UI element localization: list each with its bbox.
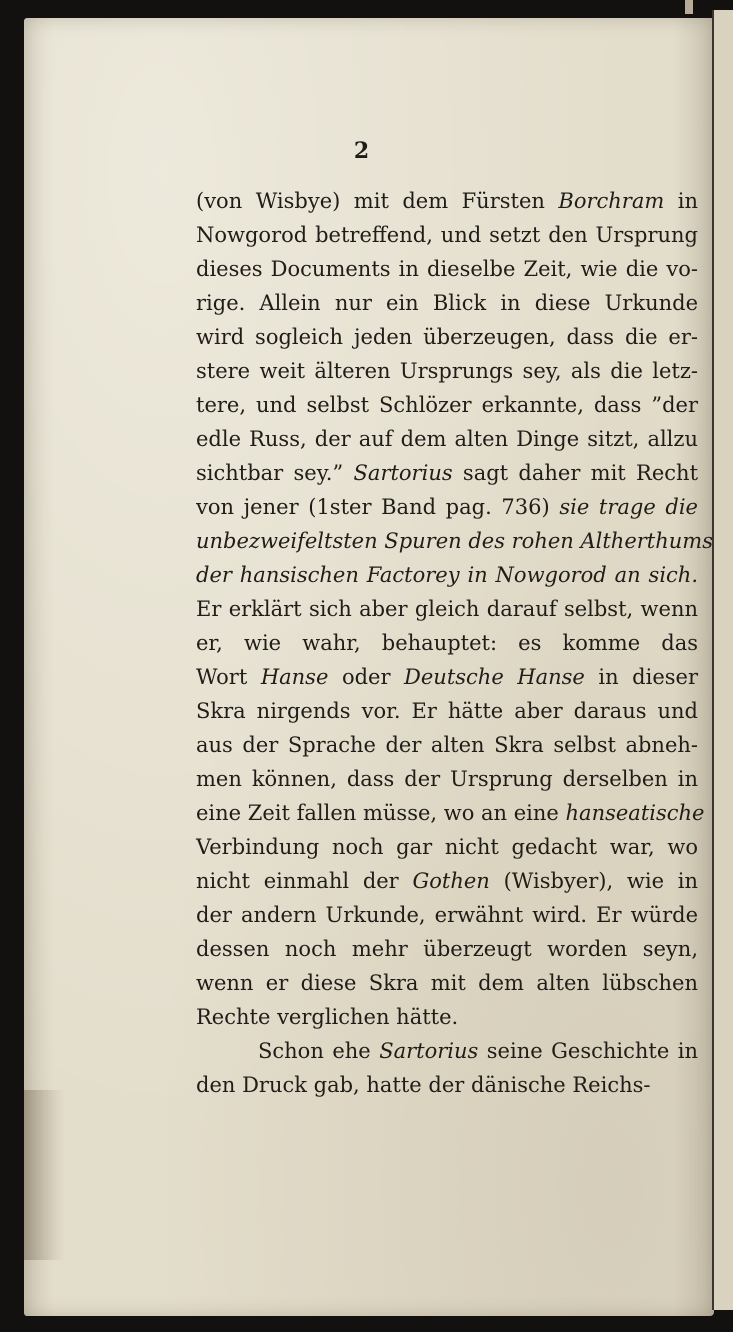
text-line [196,218,698,252]
text-run: (Wisbyer), wie in [489,869,698,893]
text-line [196,456,698,490]
text-line [196,762,698,796]
text-line [196,422,698,456]
next-page-edge [712,10,733,1310]
italic-text-run: unbezweifeltsten Spuren des rohen Altherthums [196,529,713,553]
italic-text-run: Hanse [260,665,329,689]
text-run: stere weit älteren Ursprungs sey, als die letz- [196,359,698,383]
italic-text-run: Sartorius [353,461,453,485]
text-line [196,728,698,762]
text-line [196,830,698,864]
text-run: aus der Sprache der alten Skra selbst abneh- [196,733,698,757]
text-run: dieses Documents in dieselbe Zeit, wie die vo- [196,257,698,281]
page-number: 2 [353,138,370,164]
text-line [196,354,698,388]
text-run: Skra nirgends vor. Er hätte aber daraus und [196,699,698,723]
text-line [196,558,698,592]
text-line [196,286,698,320]
torn-edge [24,1090,64,1260]
text-line [196,932,698,966]
text-line [196,524,713,558]
italic-text-run: Borchram [558,189,665,213]
text-run: tere, und selbst Schlözer erkannte, dass ”der [196,393,698,417]
text-run: Nowgorod betreffend, und setzt den Ursprung [196,223,698,247]
text-run: wenn er diese Skra mit dem alten lübschen [196,971,698,995]
text-run: men können, dass der Ursprung derselben in [196,767,698,791]
text-run: dessen noch mehr überzeugt worden seyn, [196,937,698,961]
text-run: er, wie wahr, behauptet: es komme das [196,631,698,655]
text-run: eine Zeit fallen müsse, wo an eine [196,801,566,825]
italic-text-run: der hansischen Factorey in Nowgorod an sich. [196,563,698,587]
text-run: von jener (1ster Band pag. 736) [196,495,560,519]
text-run: Wort [196,665,261,689]
italic-text-run: hanseatische [565,801,705,825]
italic-text-run: Sartorius [379,1039,479,1063]
text-run: (von Wisbye) mit dem Fürsten [196,189,559,213]
text-line [196,1000,698,1034]
text-line [196,626,698,660]
text-line [196,252,698,286]
text-run: Er erklärt sich aber gleich darauf selbst, wenn [196,597,698,621]
text-run: sichtbar sey.” [196,461,354,485]
italic-text-run: sie trage die [559,495,698,519]
text-line [196,796,705,830]
body-text [196,184,713,1102]
text-run: oder [328,665,405,689]
text-line [196,490,698,524]
text-line [196,660,698,694]
text-run: in dieser [584,665,698,689]
text-line [196,1068,698,1102]
text-line [196,966,698,1000]
text-line [196,388,698,422]
text-run: nicht einmahl der [196,869,413,893]
text-run: in [664,189,698,213]
text-line [196,592,698,626]
text-line [196,1034,698,1068]
italic-text-run: Gothen [412,869,490,893]
text-run: sagt daher mit Recht [452,461,699,485]
text-line [196,694,698,728]
text-run: Verbindung noch gar nicht gedacht war, wo [196,835,698,859]
binding-clip [685,0,693,14]
text-line [196,184,698,218]
text-run: der andern Urkunde, erwähnt wird. Er würde [196,903,698,927]
text-run: Rechte verglichen hätte. [196,1005,459,1029]
text-run: seine Geschichte in [478,1039,699,1063]
text-run: rige. Allein nur ein Blick in diese Urkunde [196,291,698,315]
text-line [196,320,698,354]
text-run: Schon ehe [258,1039,380,1063]
text-run: den Druck gab, hatte der dänische Reichs- [196,1073,651,1097]
text-line [196,864,698,898]
text-run: wird sogleich jeden überzeugen, dass die er- [196,325,698,349]
text-run: edle Russ, der auf dem alten Dinge sitzt, allzu [196,427,698,451]
text-line [196,898,698,932]
italic-text-run: Deutsche Hanse [404,665,585,689]
